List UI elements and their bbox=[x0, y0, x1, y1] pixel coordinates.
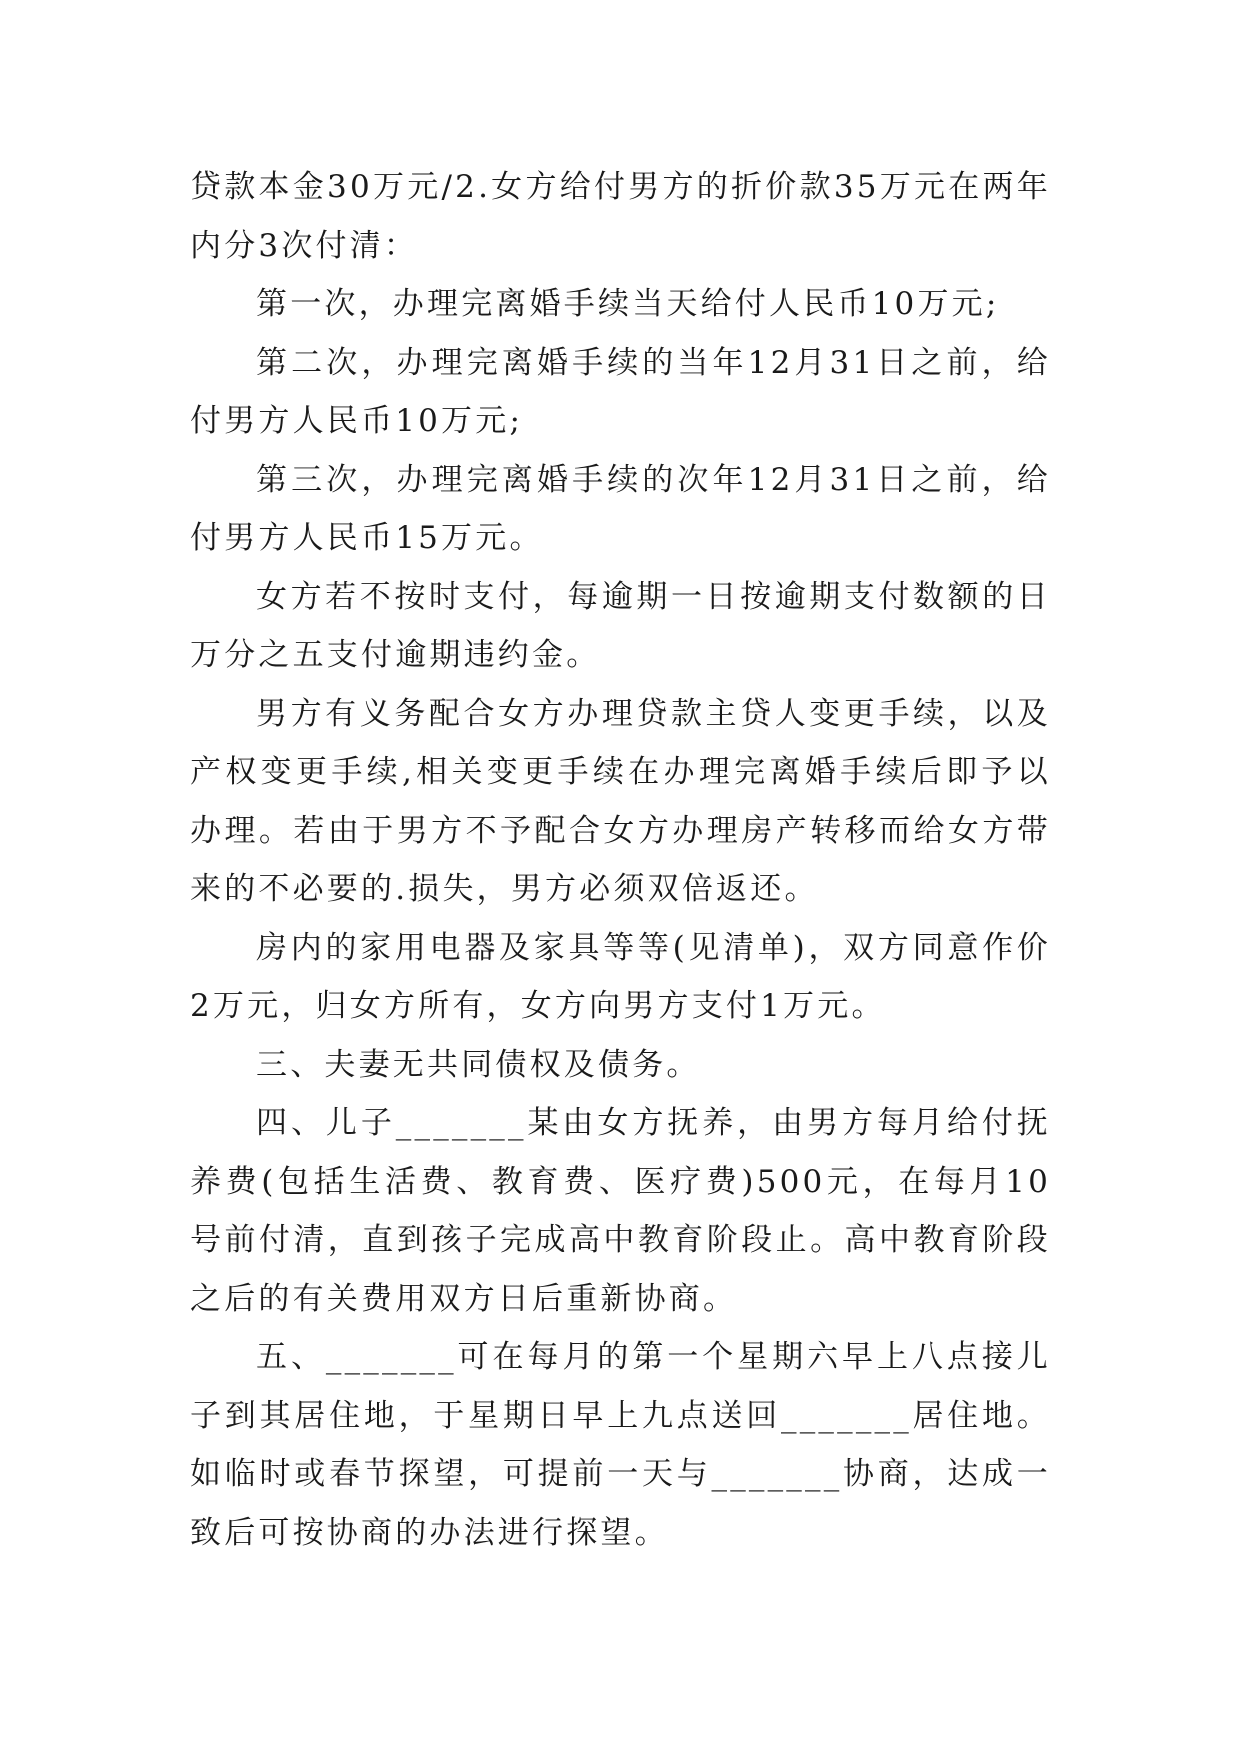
paragraph-third-payment: 第三次，办理完离婚手续的次年12月31日之前，给付男方人民币15万元。 bbox=[190, 461, 1051, 556]
paragraph-loan-principal: 贷款本金30万元/2.女方给付男方的折价款35万元在两年内分3次付清： bbox=[190, 169, 1051, 264]
paragraph-loan-transfer: 男方有义务配合女方办理贷款主贷人变更手续，以及产权变更手续,相关变更手续在办理完离婚手续后即予以办理。若由于男方不予配合女方办理房产转移而给女方带来的不必要的.损失，男方必须双倍返还。 bbox=[190, 695, 1051, 907]
paragraph-child-custody: 四、儿子_______某由女方抚养，由男方每月给付抚养费(包括生活费、教育费、医疗费)500元，在每月10号前付清，直到孩子完成高中教育阶段止。高中教育阶段之后的有关费用双方日后重新协商。 bbox=[190, 1105, 1051, 1317]
paragraph-household-items: 房内的家用电器及家具等等(见清单)，双方同意作价2万元，归女方所有，女方向男方支付1万元。 bbox=[190, 929, 1051, 1024]
document-page bbox=[190, 158, 1051, 1562]
paragraph-debts: 三、夫妻无共同债权及债务。 bbox=[256, 1046, 701, 1083]
paragraph-late-penalty: 女方若不按时支付，每逾期一日按逾期支付数额的日万分之五支付逾期违约金。 bbox=[190, 578, 1051, 673]
paragraph-first-payment: 第一次，办理完离婚手续当天给付人民币10万元; bbox=[256, 286, 1000, 322]
paragraph-visitation: 五、_______可在每月的第一个星期六早上八点接儿子到其居住地，于星期日早上九点送回_______居住地。如临时或春节探望，可提前一天与_______协商，达成一致后可按协商的办法进行探望。 bbox=[190, 1339, 1051, 1551]
paragraph-second-payment: 第二次，办理完离婚手续的当年12月31日之前，给付男方人民币10万元; bbox=[190, 344, 1051, 439]
